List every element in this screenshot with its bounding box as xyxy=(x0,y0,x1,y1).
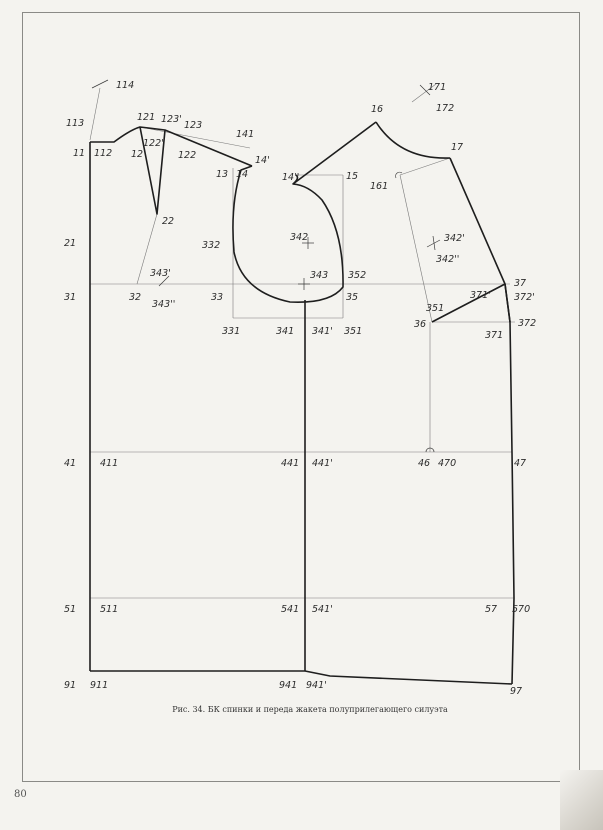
label-47: 47 xyxy=(514,458,527,469)
label-122-prime: 122' xyxy=(143,138,164,149)
label-37: 37 xyxy=(514,278,527,289)
label-33: 33 xyxy=(211,292,224,303)
marker-161 xyxy=(396,172,402,178)
label-113: 113 xyxy=(66,118,85,129)
label-941-prime: 941' xyxy=(306,680,327,691)
neck-diagonal xyxy=(90,88,100,140)
armhole-curve xyxy=(233,166,343,302)
label-343-double-prime: 343'' xyxy=(152,299,176,310)
label-342-double-prime: 342'' xyxy=(436,254,460,265)
label-141: 141 xyxy=(236,129,255,140)
label-441-prime: 441' xyxy=(312,458,333,469)
label-57: 57 xyxy=(485,604,498,615)
label-411: 411 xyxy=(100,458,119,469)
label-172: 172 xyxy=(436,103,455,114)
label-22: 22 xyxy=(162,216,175,227)
label-15: 15 xyxy=(346,171,359,182)
label-17: 17 xyxy=(451,142,464,153)
label-41: 41 xyxy=(64,458,77,469)
front-hem xyxy=(305,671,512,684)
label-341: 341 xyxy=(276,326,295,337)
label-441: 441 xyxy=(281,458,300,469)
front-neckline xyxy=(376,122,450,158)
label-46: 46 xyxy=(418,458,431,469)
label-14-double-prime: 14'' xyxy=(282,172,300,183)
point-labels xyxy=(64,80,536,697)
label-123: 123 xyxy=(184,120,203,131)
label-470: 470 xyxy=(438,458,457,469)
label-343-prime: 343' xyxy=(150,268,171,279)
label-570: 570 xyxy=(512,604,531,615)
label-941: 941 xyxy=(279,680,298,691)
label-121: 121 xyxy=(137,112,156,123)
label-11: 11 xyxy=(73,148,86,159)
figure-caption: Рис. 34. БК спинки и переда жакета полуприлегающего силуэта xyxy=(172,705,448,714)
label-351-front: 351 xyxy=(426,303,445,314)
label-541-prime: 541' xyxy=(312,604,333,615)
label-371-prime: 371' xyxy=(470,290,491,301)
front-neck-guide xyxy=(400,158,450,175)
label-36: 36 xyxy=(414,319,427,330)
label-97: 97 xyxy=(510,686,523,697)
label-342: 342 xyxy=(290,232,309,243)
label-13: 13 xyxy=(216,169,229,180)
label-511: 511 xyxy=(100,604,119,615)
label-351: 351 xyxy=(344,326,363,337)
label-343: 343 xyxy=(310,270,329,281)
label-16: 16 xyxy=(371,104,384,115)
label-341-prime: 341' xyxy=(312,326,333,337)
front-center-line xyxy=(505,284,514,684)
label-352: 352 xyxy=(348,270,367,281)
label-31: 31 xyxy=(64,292,77,303)
label-332: 332 xyxy=(202,240,221,251)
label-35: 35 xyxy=(346,292,359,303)
front-dart-guide xyxy=(400,175,432,322)
label-911: 911 xyxy=(90,680,109,691)
contour-lines xyxy=(90,122,514,684)
label-371: 371 xyxy=(485,330,504,341)
label-32: 32 xyxy=(129,292,142,303)
label-14: 14 xyxy=(236,169,249,180)
label-342-prime: 342' xyxy=(444,233,465,244)
label-112: 112 xyxy=(94,148,113,159)
label-122: 122 xyxy=(178,150,197,161)
label-541: 541 xyxy=(281,604,300,615)
label-114: 114 xyxy=(116,80,135,91)
marker-114 xyxy=(92,80,108,88)
back-neckline xyxy=(90,127,140,142)
label-91: 91 xyxy=(64,680,77,691)
label-331: 331 xyxy=(222,326,241,337)
label-21: 21 xyxy=(64,238,77,249)
label-14-prime: 14' xyxy=(255,155,270,166)
label-372-prime: 372' xyxy=(514,292,535,303)
label-12: 12 xyxy=(131,149,144,160)
page-number: 80 xyxy=(14,789,27,800)
label-171: 171 xyxy=(428,82,447,93)
label-123-prime: 123' xyxy=(161,114,182,125)
label-161: 161 xyxy=(370,181,389,192)
label-372: 372 xyxy=(518,318,537,329)
label-51: 51 xyxy=(64,604,77,615)
front-lapel-edge xyxy=(450,158,505,284)
